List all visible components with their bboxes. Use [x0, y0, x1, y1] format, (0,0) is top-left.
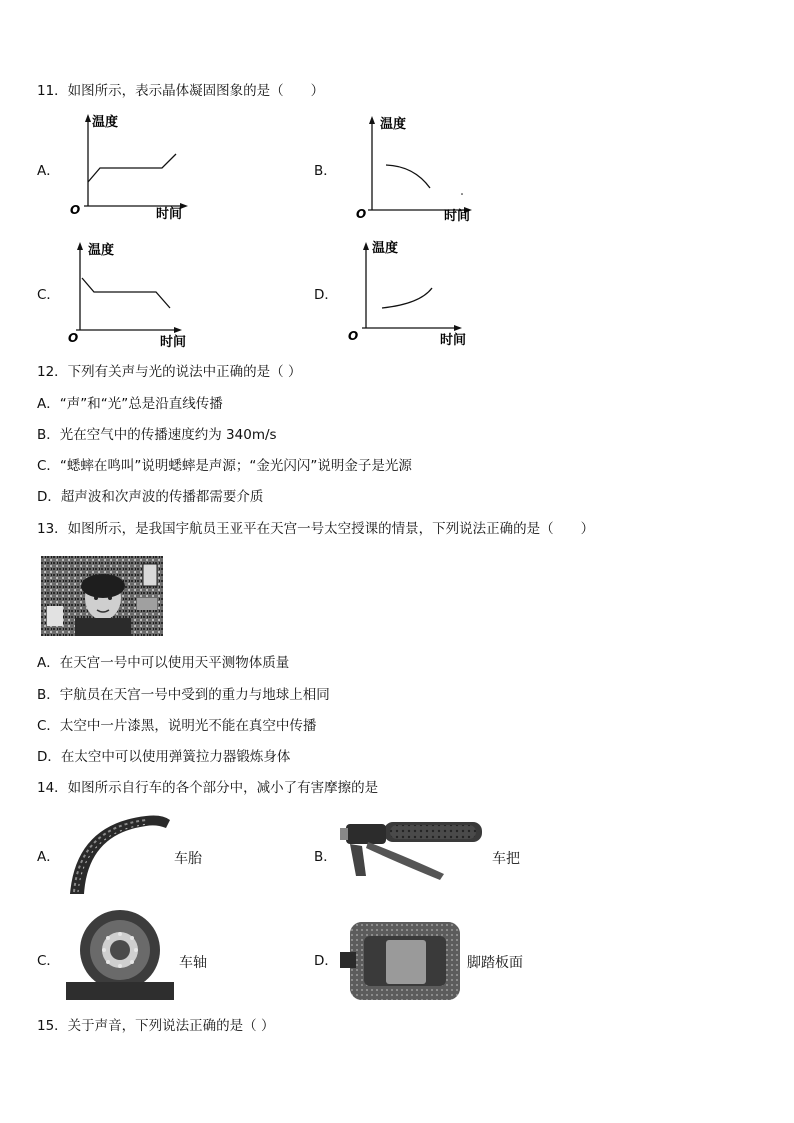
q11-option-d-letter: D． — [314, 287, 338, 303]
q12-option-d: D．超声波和次声波的传播都需要介质 — [37, 489, 264, 505]
q11-graph-a — [64, 110, 194, 222]
bike-tire-image — [66, 814, 170, 894]
q14-option-c-label: 车轴 — [179, 955, 207, 971]
bike-handlebar-image — [340, 816, 488, 890]
q12-stem: 12．下列有关声与光的说法中正确的是（ ） — [37, 364, 302, 380]
q14-option-a-label: 车胎 — [174, 851, 202, 867]
q13-option-c: C．太空中一片漆黑，说明光不能在真空中传播 — [37, 718, 317, 734]
q13-option-b: B．宇航员在天宫一号中受到的重力与地球上相同 — [37, 687, 330, 703]
q12-option-c: C．“蟋蟀在鸣叫”说明蟋蟀是声源；“金光闪闪”说明金子是光源 — [37, 458, 412, 474]
q11-d-ylabel: 温度 — [372, 241, 399, 256]
q12-option-b: B．光在空气中的传播速度约为 340m/s — [37, 427, 277, 443]
q11-b-ylabel: 温度 — [380, 117, 407, 132]
q11-d-xlabel: 时间 — [440, 333, 467, 348]
q14-option-a-letter: A． — [37, 849, 60, 865]
q14-option-d-label: 脚踏板面 — [467, 955, 523, 971]
q11-b-xlabel: 时间 — [444, 209, 471, 222]
q11-c-xlabel: 时间 — [160, 335, 187, 348]
bike-pedal-image — [340, 918, 464, 1002]
q14-option-b-letter: B． — [314, 849, 337, 865]
q13-option-a: A．在天宫一号中可以使用天平测物体质量 — [37, 655, 290, 671]
bike-axle-image — [66, 910, 174, 1000]
astronaut-photo — [41, 556, 163, 636]
q11-option-c-letter: C． — [37, 287, 60, 303]
q11-option-a-letter: A． — [37, 163, 60, 179]
q11-b-origin: O — [356, 207, 367, 221]
q11-graph-b — [350, 110, 480, 222]
q11-graph-c — [64, 236, 194, 348]
q11-c-origin: O — [68, 331, 79, 345]
q11-a-xlabel: 时间 — [156, 207, 183, 222]
q11-option-b-letter: B． — [314, 163, 337, 179]
q11-c-ylabel: 温度 — [88, 243, 115, 258]
q11-stem: 11．如图所示，表示晶体凝固图象的是（ ） — [37, 83, 325, 99]
q13-option-d: D．在太空中可以使用弹簧拉力器锻炼身体 — [37, 749, 291, 765]
q14-option-c-letter: C． — [37, 953, 60, 969]
q11-d-origin: O — [348, 329, 359, 343]
q12-option-a: A．“声”和“光”总是沿直线传播 — [37, 396, 223, 412]
q11-a-ylabel: 温度 — [92, 115, 119, 130]
q14-option-b-label: 车把 — [492, 851, 520, 867]
q13-stem: 13．如图所示，是我国宇航员王亚平在天宫一号太空授课的情景，下列说法正确的是（ ） — [37, 521, 595, 537]
q14-option-d-letter: D． — [314, 953, 338, 969]
q11-a-origin: O — [70, 203, 81, 217]
q15-stem: 15．关于声音，下列说法正确的是（ ） — [37, 1018, 275, 1034]
q11-graph-d — [344, 236, 474, 348]
q14-stem: 14．如图所示自行车的各个部分中，减小了有害摩擦的是 — [37, 780, 379, 796]
